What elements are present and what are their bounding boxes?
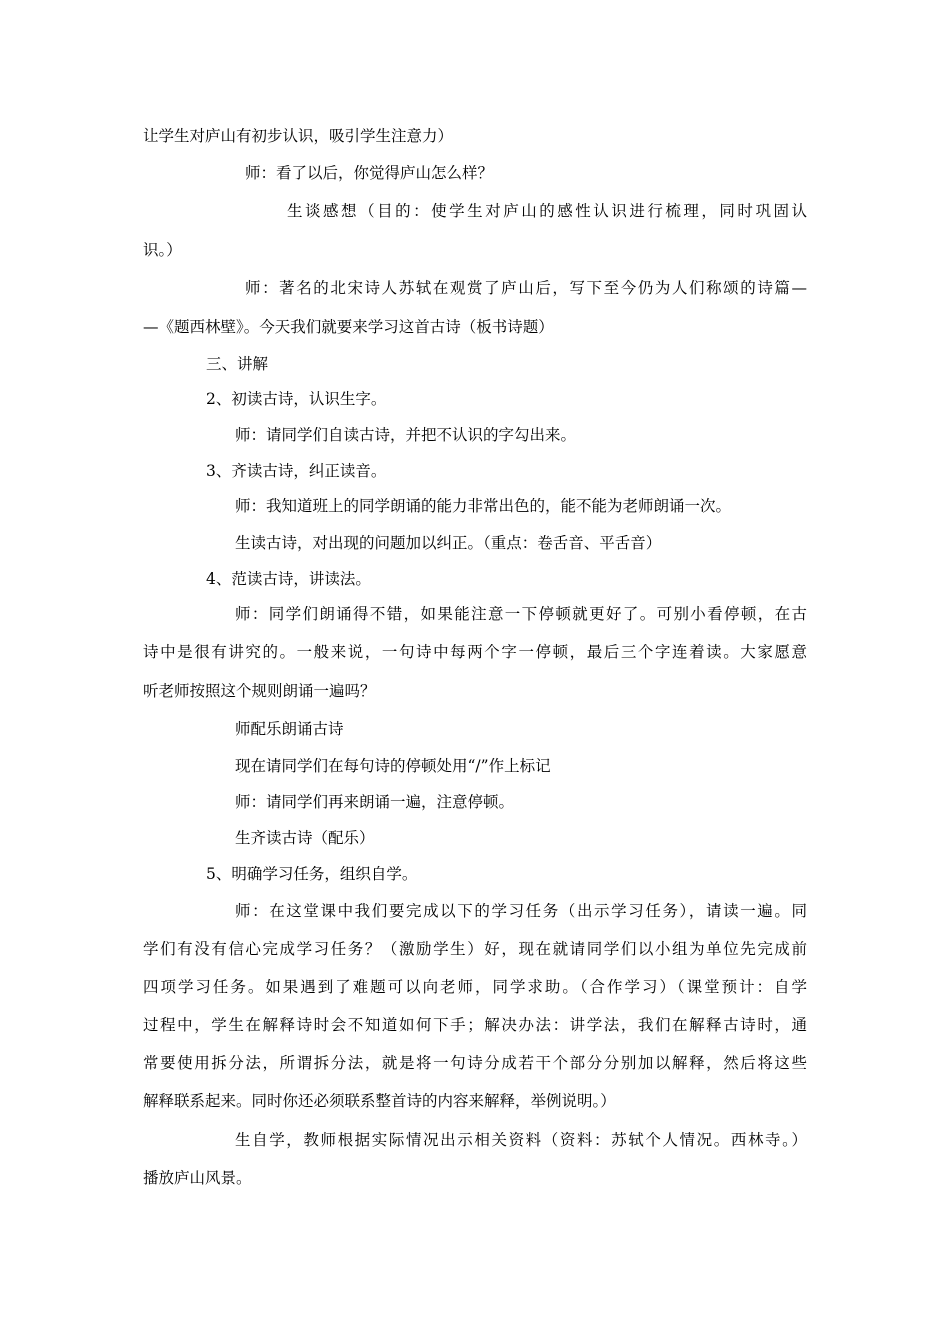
text-line: 学们有没有信心完成学习任务？（激励学生）好，现在就请同学们以小组为单位先完成前	[143, 940, 807, 958]
text-line: 师：请同学们再来朗诵一遍，注意停顿。	[235, 793, 515, 811]
text-line: 识。）	[143, 241, 182, 259]
text-line: 现在请同学们在每句诗的停顿处用“/”作上标记	[235, 757, 551, 775]
text-line: 让学生对庐山有初步认识，吸引学生注意力）	[143, 127, 454, 145]
text-line: 生自学，教师根据实际情况出示相关资料（资料：苏轼个人情况。西林寺。）	[235, 1131, 807, 1149]
text-line: 师：我知道班上的同学朗诵的能力非常出色的，能不能为老师朗诵一次。	[235, 497, 732, 515]
text-line: —《题西林壁》。今天我们就要来学习这首古诗（板书诗题）	[143, 318, 554, 336]
section-heading: 三、讲解	[206, 355, 269, 373]
text-line: 解释联系起来。同时你还必须联系整首诗的内容来解释，举例说明。）	[143, 1092, 616, 1110]
text-line: 师：请同学们自读古诗，并把不认识的字勾出来。	[235, 426, 577, 444]
step-heading: 3、齐读古诗，纠正读音。	[206, 462, 387, 480]
text-line: 师：在这堂课中我们要完成以下的学习任务（出示学习任务），请读一遍。同	[235, 902, 807, 920]
text-line: 过程中，学生在解释诗时会不知道如何下手；解决办法：讲学法，我们在解释古诗时，通	[143, 1016, 807, 1034]
text-line: 师：同学们朗诵得不错，如果能注意一下停顿就更好了。可别小看停顿，在古	[235, 605, 807, 623]
text-line: 听老师按照这个规则朗诵一遍吗？	[143, 682, 376, 700]
text-line: 师：著名的北宋诗人苏轼在观赏了庐山后，写下至今仍为人们称颂的诗篇—	[245, 279, 807, 297]
text-line: 师配乐朗诵古诗	[235, 720, 344, 738]
text-line: 诗中是很有讲究的。一般来说，一句诗中每两个字一停顿，最后三个字连着读。大家愿意	[143, 643, 807, 661]
text-line: 播放庐山风景。	[143, 1169, 252, 1187]
step-heading: 2、初读古诗，认识生字。	[206, 390, 387, 408]
text-line: 四项学习任务。如果遇到了难题可以向老师，同学求助。（合作学习）（课堂预计：自学	[143, 978, 807, 996]
text-line: 生谈感想（目的：使学生对庐山的感性认识进行梳理，同时巩固认	[287, 202, 807, 220]
text-line: 生齐读古诗（配乐）	[235, 829, 375, 847]
text-line: 常要使用拆分法，所谓拆分法，就是将一句诗分成若干个部分分别加以解释，然后将这些	[143, 1054, 807, 1072]
text-line: 生读古诗，对出现的问题加以纠正。（重点：卷舌音、平舌音）	[235, 534, 662, 552]
text-line: 师：看了以后，你觉得庐山怎么样？	[245, 164, 494, 182]
step-heading: 4、范读古诗，讲读法。	[206, 570, 371, 588]
step-heading: 5、明确学习任务，组织自学。	[206, 865, 418, 883]
